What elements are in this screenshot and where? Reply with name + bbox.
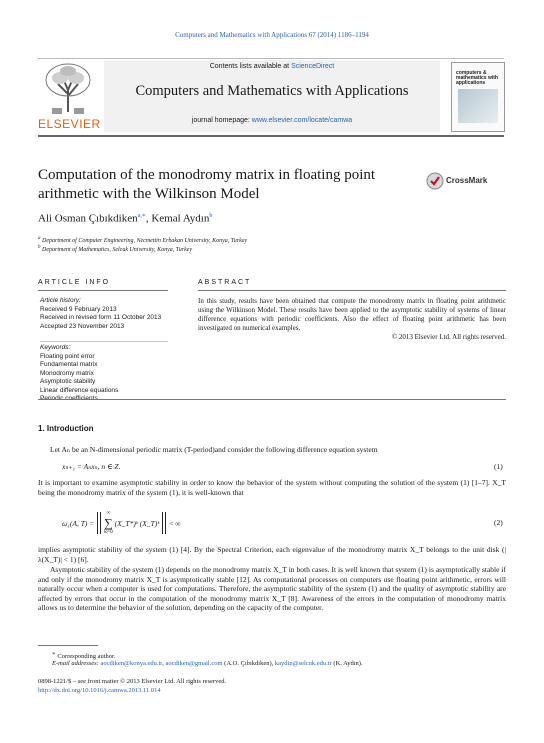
- affiliation-mark: a: [38, 236, 41, 241]
- abstract-text: In this study, results have been obtained that compute the monodromy matrix in floating point arithmetic using the Wilkinson Model. These results have been applied to the asymptotic stability of systems of linear difference equations with periodic coefficients. Also the effect of floating point arithmetic has been investigated on numerical examples.: [198, 297, 506, 332]
- contents-prefix: Contents lists available at: [209, 63, 292, 70]
- paragraph: Asymptotic stability of the system (1) depends on the monodromy matrix X_T in both cases. It is well known that system (1) is asymptotically stable if and only if the monodromy matrix X_T is asymptotically stable [12]. As computational processes on computers use floating point arithmetic, errors will naturally occur when a computer is used for computations. Therefore, the asymptotic stability of the system (1) and the quality of asymptotic stability are affected by errors that occur in the computation of the monodromy matrix X_T [8]. Awareness of the errors in the computation of monodromy matrix allows us to determine the behavior of the solution, depending on the capacity of the computer.: [38, 565, 506, 612]
- article-title: Computation of the monodromy matrix in floating point arithmetic with the Wilkinson Model: [38, 167, 376, 202]
- footnote-emails: [52, 660, 363, 667]
- equation-1: xₙ₊₁ = Aₙxₙ, n ∈ Z.: [62, 462, 121, 471]
- affiliation-text: Department of Mathematics, Selcuk University, Konya, Turkey: [40, 247, 193, 253]
- keyword-item: Fundamental matrix: [40, 361, 98, 368]
- history-item: Accepted 23 November 2013: [40, 322, 125, 330]
- contents-available-line: [104, 63, 440, 70]
- cover-title: computers & mathematics with applications: [456, 70, 498, 86]
- equation-rhs: < ∞: [169, 518, 181, 528]
- email-separator: ,: [162, 660, 166, 667]
- affiliation-a: [38, 236, 247, 244]
- divider: [198, 290, 506, 291]
- sciencedirect-link[interactable]: ScienceDirect: [291, 63, 335, 70]
- equation-lhs: ω₁(A, T) =: [62, 518, 95, 528]
- email-link[interactable]: aocdiken@gmail.com: [165, 660, 223, 667]
- affiliation-mark: b: [38, 245, 41, 250]
- keyword-item: Floating point error: [40, 352, 95, 360]
- footnote-text: Corresponding author.: [55, 653, 116, 661]
- article-info-heading: ARTICLE INFO: [38, 279, 111, 286]
- homepage-prefix: journal homepage:: [191, 117, 252, 124]
- paragraph: Let Aₙ be an N-dimensional periodic matrix (T-period)and consider the following difference equation system: [50, 445, 378, 454]
- sum-lower-limit: k=0: [104, 529, 113, 535]
- norm-bar: [165, 512, 166, 534]
- history-label: Article history:: [40, 297, 81, 304]
- cover-artwork: [458, 89, 498, 123]
- author-list: [38, 212, 478, 225]
- publisher-name: ELSEVIER: [38, 117, 101, 131]
- footnote-mark: ∗: [52, 651, 56, 657]
- article-history: [40, 297, 170, 331]
- keywords-label: Keywords:: [40, 344, 71, 351]
- divider: [38, 290, 168, 291]
- keywords: [40, 344, 170, 404]
- sigma-symbol: ∑: [104, 516, 113, 530]
- email-owner: (A.O. Çıbıkdiken),: [222, 660, 275, 667]
- author-name: Ali Osman Çıbıkdiken: [38, 212, 138, 225]
- equation-number: (1): [494, 462, 503, 471]
- norm-bar: [97, 512, 98, 534]
- copyright-notice: © 2013 Elsevier Ltd. All rights reserved.: [391, 333, 506, 341]
- norm-bar: [162, 512, 163, 534]
- norm-bar: [100, 512, 101, 534]
- author-name: Kemal Aydın: [151, 212, 210, 225]
- journal-homepage-line: [104, 117, 440, 124]
- keyword-item: Linear difference equations: [40, 386, 119, 394]
- keyword-item: Periodic coefficients: [40, 395, 98, 402]
- footnote-corresponding: [52, 651, 115, 660]
- journal-citation[interactable]: Computers and Mathematics with Applications 67 (2014) 1186–1194: [175, 31, 369, 39]
- crossmark-label: CrossMark: [446, 176, 488, 185]
- equation-2: [62, 510, 322, 540]
- author-separator: ,: [145, 212, 152, 225]
- homepage-link[interactable]: www.elsevier.com/locate/camwa: [251, 117, 353, 124]
- author-affiliation-mark[interactable]: a,∗: [137, 213, 146, 219]
- section-heading: 1. Introduction: [38, 424, 94, 433]
- keyword-item: Monodromy matrix: [40, 369, 94, 377]
- equation-summand: (X_T*)ᵏ (X_T)ᵏ: [114, 518, 160, 528]
- email-owner: (K. Aydın).: [331, 660, 363, 667]
- journal-cover-image: [451, 62, 505, 132]
- affiliation-b: [38, 245, 192, 253]
- issn-line: 0898-1221/$ – see front matter © 2013 Elsevier Ltd. All rights reserved.: [38, 678, 227, 685]
- journal-title: Computers and Mathematics with Applications: [135, 83, 409, 99]
- footnote-divider: [38, 645, 98, 646]
- crossmark-icon: [426, 172, 444, 190]
- email-label: E-mail addresses:: [52, 660, 101, 667]
- keyword-item: Asymptotic stability: [40, 378, 96, 385]
- divider: [40, 341, 168, 342]
- crossmark-badge[interactable]: [426, 172, 506, 190]
- history-item: Received 9 February 2013: [40, 305, 117, 313]
- abstract-body: [198, 297, 506, 342]
- email-link[interactable]: aocdiken@konya.edu.tr: [100, 660, 163, 667]
- paragraph: It is important to examine asymptotic stability in order to know the behavior of the system without computing the solution of the system (1) [1–7]. X_T being the monodromy matrix of the system (1), it is well-known that: [38, 478, 506, 497]
- email-link[interactable]: kaydin@selcuk.edu.tr: [274, 660, 332, 667]
- doi-link[interactable]: http://dx.doi.org/10.1016/j.camwa.2013.11.014: [38, 687, 161, 694]
- abstract-heading: ABSTRACT: [198, 279, 252, 286]
- author-affiliation-mark[interactable]: b: [209, 213, 213, 219]
- sum-upper-limit: ∞: [106, 510, 111, 516]
- summation: [104, 510, 113, 536]
- divider: [38, 399, 506, 400]
- affiliation-text: Department of Computer Engineering, Necmettin Erbakan University, Konya, Turkey: [40, 238, 248, 244]
- paragraph: implies asymptotic stability of the system (1) [4]. By the Spectral Criterion, each eigenvalue of the monodromy matrix X_T belongs to the unit disk (|λ(X_T)| < 1) [6].: [38, 545, 506, 564]
- equation-number: (2): [494, 518, 503, 527]
- history-item: Received in revised form 11 October 2013: [40, 314, 162, 321]
